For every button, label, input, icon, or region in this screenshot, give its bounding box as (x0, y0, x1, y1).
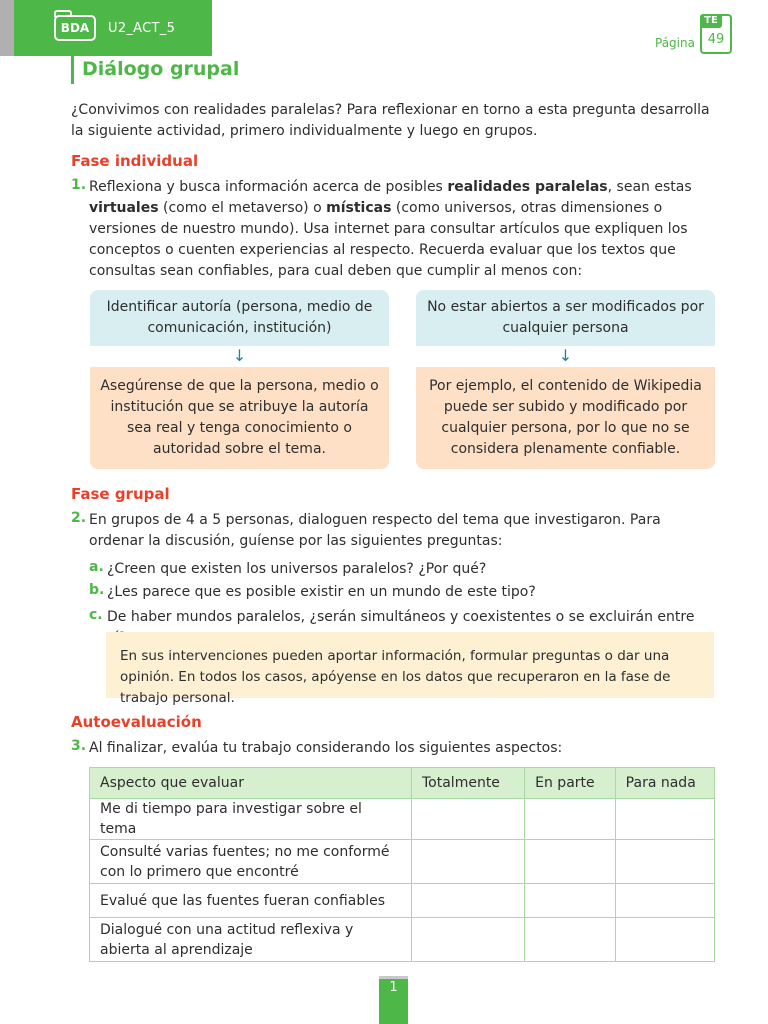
intro-paragraph: ¿Convivimos con realidades paralelas? Para reflexionar en torno a esta pregunta desarrolla la siguiente actividad, primero individualmente y luego en grupos. (71, 102, 710, 139)
header-aspect: Aspecto que evaluar (90, 768, 412, 799)
header-para-nada: Para nada (615, 768, 714, 799)
check-cell-totalmente[interactable] (412, 840, 525, 884)
criterion-detail-authorship: Asegúrense de que la persona, medio o institución que se atribuye la autoría sea real y tenga conocimiento o autoridad sobre el tema. (90, 367, 389, 469)
check-cell-totalmente[interactable] (412, 799, 525, 840)
check-cell-en-parte[interactable] (525, 918, 616, 962)
tip-note-box: En sus intervenciones pueden aportar información, formular preguntas o dar una opinión. En todos los casos, apóyense en los datos que recuperaron en la fase de trabajo personal. (106, 632, 714, 698)
page-number-tab (379, 976, 408, 1024)
check-cell-para-nada[interactable] (615, 799, 714, 840)
term-misticas: místicas (326, 200, 392, 216)
question-letter-b: b. (89, 582, 105, 598)
check-cell-en-parte[interactable] (525, 799, 616, 840)
check-cell-totalmente[interactable] (412, 884, 525, 918)
page-number: 1 (389, 980, 398, 995)
item-1-text-e: (como el metaverso) o (158, 200, 327, 216)
aspect-cell: Evalué que las fuentes fueran confiables (90, 884, 412, 918)
item-number-3: 3. (71, 738, 87, 754)
section-title-autoevaluacion: Autoevaluación (71, 713, 202, 731)
table-row (90, 840, 715, 884)
table-row (90, 884, 715, 918)
criterion-box-not-editable: No estar abiertos a ser modificados por cualquier persona (416, 290, 715, 346)
header-en-parte: En parte (525, 768, 616, 799)
header-side-strip (0, 0, 14, 56)
term-virtuales: virtuales (89, 200, 159, 216)
item-2-text: En grupos de 4 a 5 personas, dialoguen respecto del tema que investigaron. Para ordenar la discusión, guíense por las siguientes preguntas: (89, 512, 661, 549)
te-page-number: 49 (707, 32, 725, 47)
header-bar (14, 0, 212, 56)
item-1-text (89, 177, 719, 282)
aspect-cell: Dialogué con una actitud reflexiva y abierta al aprendizaje (90, 918, 412, 962)
te-page-badge (700, 14, 732, 54)
aspect-cell: Consulté varias fuentes; no me conformé con lo primero que encontré (90, 840, 412, 884)
check-cell-en-parte[interactable] (525, 884, 616, 918)
section-title-fase-individual: Fase individual (71, 152, 199, 170)
item-1-text-a: Reflexiona y busca información acerca de posibles (89, 179, 448, 195)
arrow-down-icon: ↓ (232, 346, 247, 365)
aspect-cell: Me di tiempo para investigar sobre el tema (90, 799, 412, 840)
term-realidades-paralelas: realidades paralelas (447, 179, 608, 195)
table-row (90, 918, 715, 962)
check-cell-para-nada[interactable] (615, 884, 714, 918)
page-label: Página (655, 36, 695, 50)
check-cell-para-nada[interactable] (615, 918, 714, 962)
item-number-1: 1. (71, 177, 87, 193)
title-accent-bar (71, 56, 74, 84)
arrow-down-icon: ↓ (558, 346, 573, 365)
self-evaluation-table (89, 767, 715, 962)
criterion-detail-not-editable: Por ejemplo, el contenido de Wikipedia puede ser subido y modificado por cualquier persona, por lo que no se considera plenamente confiable. (416, 367, 715, 469)
question-letter-c: c. (89, 607, 103, 623)
question-a-text: ¿Creen que existen los universos paralelos? ¿Por qué? (107, 561, 487, 577)
question-c-text: De haber mundos paralelos, ¿serán simultáneos y coexistentes o se excluirán entre (107, 609, 695, 625)
question-letter-a: a. (89, 559, 104, 575)
check-cell-para-nada[interactable] (615, 840, 714, 884)
item-number-2: 2. (71, 510, 87, 526)
section-title-fase-grupal: Fase grupal (71, 485, 170, 503)
check-cell-en-parte[interactable] (525, 840, 616, 884)
question-b-text: ¿Les parece que es posible existir en un mundo de este tipo? (107, 584, 536, 600)
activity-code: U2_ACT_5 (108, 20, 176, 36)
check-cell-totalmente[interactable] (412, 918, 525, 962)
criterion-box-authorship: Identificar autoría (persona, medio de comunicación, institución) (90, 290, 389, 346)
bda-logo (54, 15, 96, 41)
table-row (90, 799, 715, 840)
item-3-text: Al finalizar, evalúa tu trabajo considerando los siguientes aspectos: (89, 740, 563, 756)
item-1-text-g: (como universos, otras dimensiones o versiones de nuestro mundo). Usa internet para consultar artículos que expliquen los conceptos o cuenten experiencias al respecto. Recuerda evaluar que los textos que consultas sean confiables, para cual deben que cumplir al menos con: (89, 200, 688, 279)
table-header-row (90, 768, 715, 799)
header-totalmente: Totalmente (412, 768, 525, 799)
bda-logo-text: BDA (60, 21, 90, 35)
page-title: Diálogo grupal (82, 58, 240, 80)
item-1-text-c: , sean estas (607, 179, 692, 195)
te-tag: TE (700, 14, 722, 28)
